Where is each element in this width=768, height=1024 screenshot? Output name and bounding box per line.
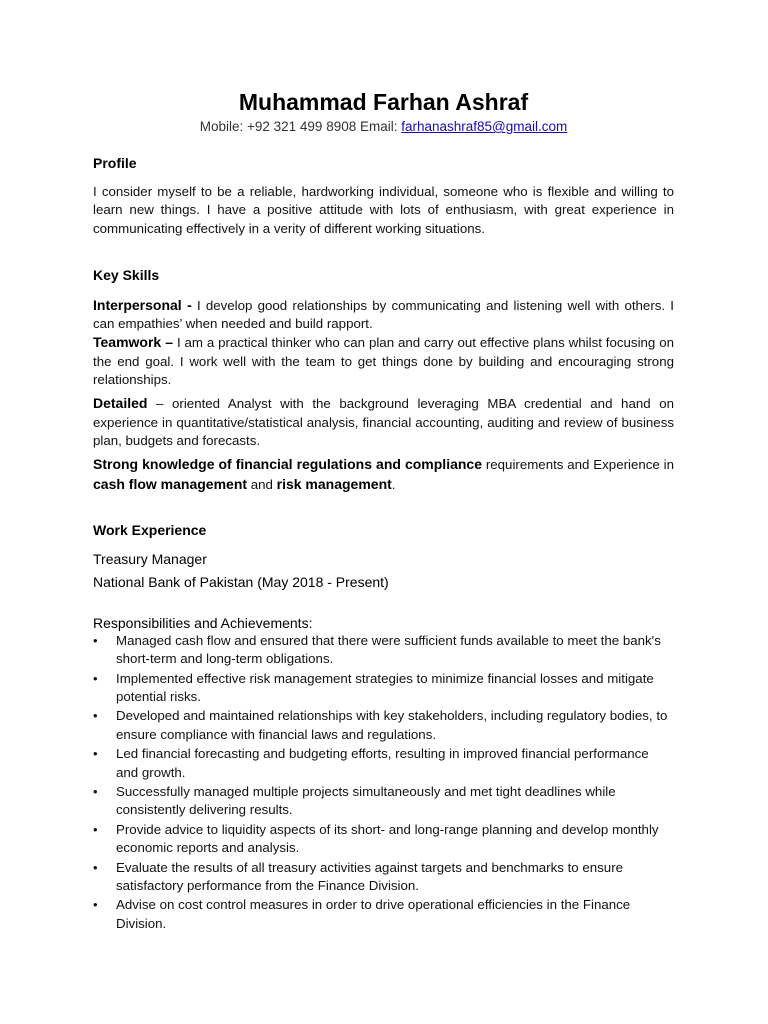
responsibility-item	[93, 859, 674, 896]
skill-detailed-text: – oriented Analyst with the background leveraging MBA credential and hand on experience in quantitative/statistical analysis, financial accounting, auditing and review of business plan, budgets and forecasts.	[93, 396, 674, 448]
knowledge-text-2: and	[247, 476, 277, 492]
skill-teamwork-text: I am a practical thinker who can plan and carry out effective plans whilst focusing on the end goal. I work well with the team to get things done by building and encouraging strong relationships.	[93, 335, 674, 388]
job-role: Treasury Manager	[93, 550, 207, 567]
bullet-dot-icon: •	[93, 859, 98, 875]
responsibility-item	[93, 821, 674, 858]
responsibility-item	[93, 632, 674, 669]
bullet-dot-icon: •	[93, 746, 98, 762]
responsibility-text: Evaluate the results of all treasury activities against targets and benchmarks to ensure satisfactory performance from the Finance Division.	[116, 859, 624, 893]
responsibility-text: Successfully managed multiple projects simultaneously and met tight deadlines while consistently delivering results.	[116, 783, 616, 818]
responsibilities-list	[93, 632, 674, 933]
responsibility-item	[93, 896, 674, 933]
bullet-dot-icon: •	[93, 897, 98, 913]
skill-interpersonal-label: Interpersonal -	[93, 296, 192, 313]
skill-detailed-label: Detailed	[93, 395, 148, 412]
bullet-dot-icon: •	[93, 783, 98, 799]
bullet-dot-icon: •	[93, 632, 98, 648]
knowledge-text-1: requirements and Experience in	[482, 457, 674, 473]
knowledge-bold-1: Strong knowledge of financial regulations and compliance	[93, 456, 482, 473]
skill-interpersonal-text: I develop good relationships by communicating and listening well with others. I can empathies’ when needed and build rapport.	[93, 297, 674, 332]
responsibility-text: Managed cash flow and ensured that there were sufficient funds available to meet the bank's short-term and long-term obligations.	[116, 632, 661, 667]
profile-text: I consider myself to be a reliable, hardworking individual, someone who is flexible and willing to learn new things. I have a positive attitude with lots of enthusiasm, with great experience in communicating effectively in a verity of different working situations.	[93, 184, 674, 236]
bullet-dot-icon: •	[93, 708, 98, 724]
contact-phone: Mobile: +92 321 499 8908 Email:	[199, 119, 402, 134]
knowledge-bold-3: risk management	[276, 475, 392, 492]
bullet-dot-icon: •	[93, 821, 98, 837]
responsibility-text: Implemented effective risk management strategies to minimize financial losses and mitigate potential risks.	[116, 670, 654, 704]
key-skills-heading: Key Skills	[93, 266, 160, 283]
responsibility-item	[93, 707, 674, 744]
responsibility-item	[93, 745, 674, 782]
responsibility-text: Developed and maintained relationships with key stakeholders, including regulatory bodies, to ensure compliance with financial laws and regulations.	[116, 708, 668, 742]
job-employer: National Bank of Pakistan (May 2018 - Present)	[93, 573, 389, 590]
skill-interpersonal	[93, 296, 674, 334]
profile-heading: Profile	[93, 155, 137, 171]
skill-knowledge	[93, 455, 674, 494]
contact-line	[93, 118, 674, 136]
email-link[interactable]: farhanashraf85@gmail.com	[401, 119, 568, 134]
candidate-name: Muhammad Farhan Ashraf	[238, 89, 529, 115]
skill-teamwork	[93, 333, 674, 389]
knowledge-text-3: .	[391, 476, 396, 492]
responsibility-text: Advise on cost control measures in order to drive operational efficiencies in the Finance Division.	[116, 897, 631, 931]
work-experience-heading: Work Experience	[93, 521, 207, 538]
responsibility-item	[93, 670, 674, 707]
resume-content	[93, 88, 674, 934]
responsibility-text: Led financial forecasting and budgeting efforts, resulting in improved financial performance and growth.	[116, 746, 649, 780]
responsibility-text: Provide advice to liquidity aspects of its short- and long-range planning and develop monthly economic reports and analysis.	[116, 821, 659, 856]
skill-detailed	[93, 394, 674, 450]
responsibilities-heading: Responsibilities and Achievements:	[93, 614, 313, 631]
knowledge-bold-2: cash flow management	[93, 475, 248, 492]
responsibility-item	[93, 783, 674, 820]
skill-teamwork-label: Teamwork –	[93, 334, 174, 351]
bullet-dot-icon: •	[93, 670, 98, 686]
